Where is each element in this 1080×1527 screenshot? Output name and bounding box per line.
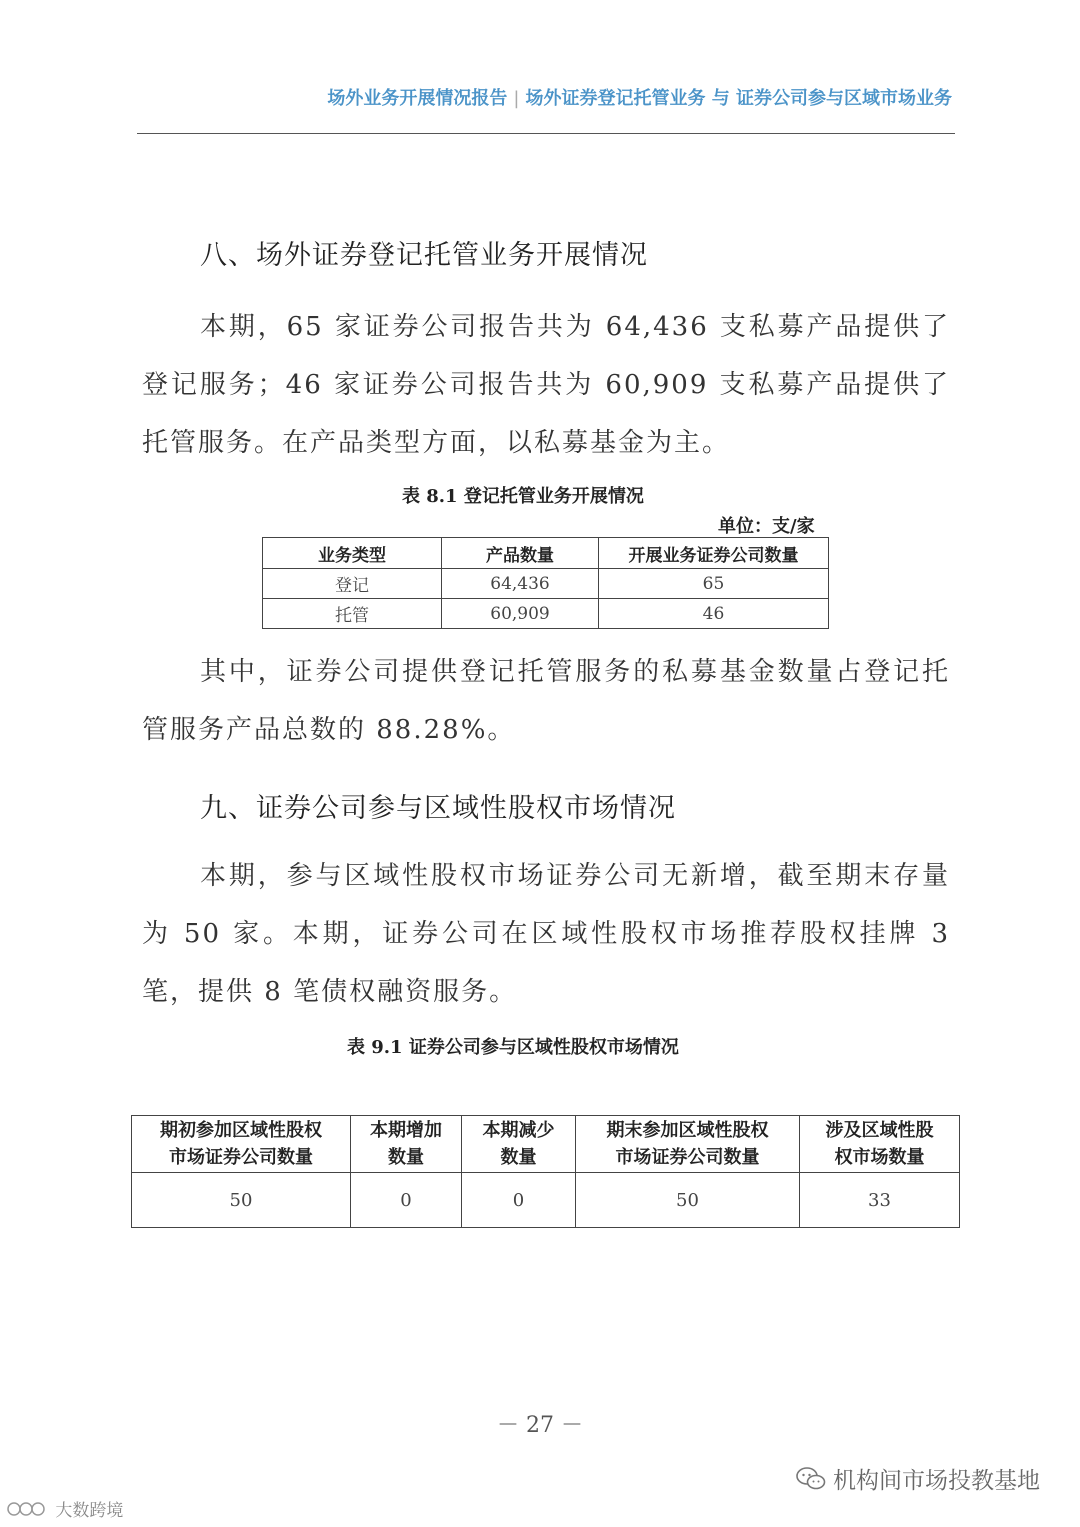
column-header [800,1116,960,1173]
table-9-1-caption: 表 9.1 证券公司参与区域性股权市场情况 [347,1037,679,1058]
table-header-row [263,538,829,569]
brand-logo-icon [6,1499,50,1524]
column-header [576,1116,800,1173]
section-8-paragraph-2: 其中，证券公司提供登记托管服务的私募基金数量占登记托管服务产品总数的 88.28%。 [142,657,950,745]
table-row [263,569,829,599]
watermark-logo-text: 大数跨境 [55,1501,124,1521]
watermark-logo [6,1496,123,1524]
column-header-line: 本期增加 [370,1120,442,1141]
table-row [263,599,829,629]
table-cell: 0 [462,1173,576,1228]
header-separator: | [513,88,520,109]
header-chapter-title: 场外证券登记托管业务 与 证券公司参与区域市场业务 [525,88,952,109]
column-header-line: 市场证券公司数量 [169,1147,313,1168]
table-cell: 33 [800,1173,960,1228]
table-row [132,1173,960,1228]
table-9-1 [131,1115,960,1228]
table-cell: 64,436 [442,569,599,599]
table-cell: 65 [599,569,829,599]
column-header-line: 数量 [388,1147,424,1168]
column-header-line: 数量 [500,1147,537,1168]
header-report-title: 场外业务开展情况报告 [327,88,508,109]
table-8-1-caption: 表 8.1 登记托管业务开展情况 [402,486,644,507]
table-cell: 50 [576,1173,800,1228]
watermark-wechat [796,1462,1040,1498]
column-header: 开展业务证券公司数量 [599,538,829,569]
wechat-icon [796,1466,826,1498]
column-header-line: 期末参加区域性股权 [606,1120,769,1141]
page-number: － 27 － [497,1413,583,1438]
column-header: 产品数量 [442,538,599,569]
section-8-heading: 八、场外证券登记托管业务开展情况 [200,240,648,271]
table-cell: 登记 [263,569,442,599]
table-header-row [132,1116,960,1173]
running-header [327,84,952,110]
table-cell: 托管 [263,599,442,629]
column-header [462,1116,576,1173]
table-8-1 [262,537,829,629]
column-header-line: 市场证券公司数量 [615,1147,760,1168]
table-8-1-unit: 单位：支/家 [718,516,815,537]
column-header-line: 权市场数量 [834,1147,925,1168]
table-cell: 60,909 [442,599,599,629]
header-rule [137,133,955,134]
column-header [351,1116,462,1173]
watermark-wechat-text: 机构间市场投教基地 [833,1468,1040,1494]
column-header-line: 涉及区域性股 [825,1120,934,1141]
section-9-paragraph-1: 本期，参与区域性股权市场证券公司无新增，截至期末存量为 50 家。本期，证券公司在区域性股权市场推荐股权挂牌 3 笔，提供 8 笔债权融资服务。 [142,861,950,1007]
column-header-line: 本期减少 [482,1120,555,1141]
column-header [132,1116,351,1173]
section-9-heading: 九、证券公司参与区域性股权市场情况 [200,793,676,824]
section-8-paragraph-1: 本期，65 家证券公司报告共为 64,436 支私募产品提供了登记服务；46 家证券公司报告共为 60,909 支私募产品提供了托管服务。在产品类型方面，以私募基金为主。 [142,312,950,458]
table-cell: 50 [132,1173,351,1228]
column-header-line: 期初参加区域性股权 [160,1120,322,1141]
table-cell: 46 [599,599,829,629]
column-header: 业务类型 [263,538,442,569]
table-cell: 0 [351,1173,462,1228]
